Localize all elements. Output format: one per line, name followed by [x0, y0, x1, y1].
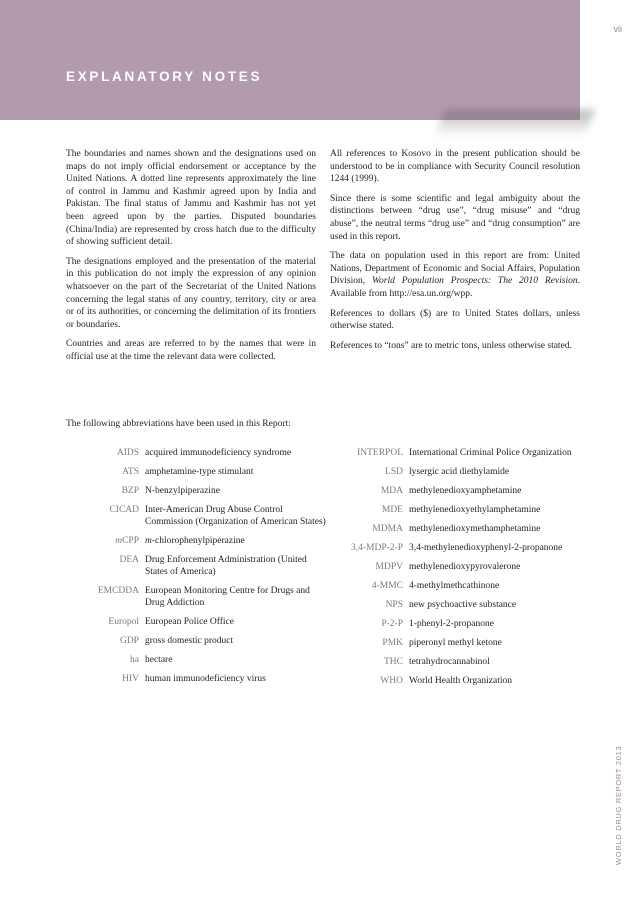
abbreviation-definition: human immunodeficiency virus — [145, 674, 266, 684]
abbreviation-definition: amphetamine-type stimulant — [145, 467, 254, 477]
population-url-text: . Available from http://esa.un.org/wpp. — [330, 276, 580, 299]
abbreviation-definition: methylenedioxyamphetamine — [409, 486, 522, 496]
abbreviation-definition: 3,4-methylenedioxyphenyl-2-propanone — [409, 543, 563, 553]
abbreviation-definition: methylenedioxypyrovalerone — [409, 562, 521, 572]
abbreviation-def-rest: -chlorophenylpiperazine — [151, 536, 245, 546]
abbreviation-term: DEA — [119, 555, 139, 565]
abbreviation-row — [66, 585, 326, 609]
abbreviation-term: EMCDDA — [97, 586, 139, 596]
abbreviation-term: NPS — [385, 600, 403, 610]
abbreviation-term: CICAD — [109, 505, 139, 515]
abbreviation-term: P-2-P — [381, 619, 403, 629]
abbreviation-definition: International Criminal Police Organization — [409, 448, 572, 458]
abbreviations-list-right — [330, 447, 594, 694]
abbreviation-definition: N-benzylpiperazine — [145, 486, 220, 496]
abbreviation-row — [330, 618, 594, 630]
abbreviation-definition: World Health Organization — [409, 676, 513, 686]
header-band — [0, 0, 580, 120]
abbreviation-definition: Inter-American Drug Abuse Control Commission (Organization of American States) — [145, 505, 326, 527]
paragraph-boundaries: The boundaries and names shown and the designations used on maps do not imply official endorsement or acceptance by the United Nations. A dotted line represents approximately the line of control in Jammu and Kashmir agreed upon by India and Pakistan. The final status of Jammu and Kashmir has not yet been agreed upon by the parties. Disputed boundaries (China/India) are represented by cross hatch due to the difficulty of showing sufficient detail. — [66, 149, 316, 248]
abbreviation-term: GDP — [119, 636, 139, 646]
abbreviation-row — [66, 447, 326, 459]
abbreviation-row — [330, 523, 594, 535]
population-source-title: World Population Prospects: The 2010 Revision — [371, 276, 578, 287]
right-text-column — [330, 148, 580, 359]
abbreviation-definition: new psychoactive substance — [409, 600, 517, 610]
abbreviation-term: THC — [384, 657, 403, 667]
abbreviation-definition: Drug Enforcement Administration (United States of America) — [145, 555, 307, 577]
abbreviation-term — [66, 535, 145, 547]
abbreviation-term: PMK — [382, 638, 403, 648]
abbreviations-list-left — [66, 447, 326, 692]
paragraph-designations: The designations employed and the presentation of the material in this publication do not imply the expression of any opinion whatsoever on the part of the Secretariat of the United Nations concerning the legal status of any country, territory, city or area or of its authorities, or concerning the delimitation of its frontiers or boundaries. — [66, 256, 316, 330]
paragraph-country-names: Countries and areas are referred to by the names that were in official use at the time the relevant data were collected. — [66, 339, 316, 362]
abbreviation-row — [66, 654, 326, 666]
left-text-column — [66, 148, 316, 371]
abbreviation-definition: European Police Office — [145, 617, 234, 627]
abbreviation-definition: tetrahydrocannabinol — [409, 657, 490, 667]
abbreviation-row — [330, 599, 594, 611]
abbreviation-definition: methylenedioxymethamphetamine — [409, 524, 541, 534]
abbreviation-term: ATS — [122, 467, 139, 477]
abbreviation-row — [66, 635, 326, 647]
abbreviations-intro: The following abbreviations have been used in this Report: — [66, 419, 291, 429]
abbreviation-row — [66, 535, 326, 547]
abbreviation-row — [330, 485, 594, 497]
abbreviation-term: MDE — [381, 505, 403, 515]
abbreviation-term: ha — [130, 655, 139, 665]
abbreviation-row — [330, 580, 594, 592]
abbreviation-term: BZP — [121, 486, 139, 496]
abbreviation-term: MDA — [380, 486, 403, 496]
abbreviation-row — [330, 675, 594, 687]
abbreviation-term: Europol — [108, 617, 139, 627]
abbreviation-row — [330, 504, 594, 516]
abbreviation-term-rest: CPP — [122, 536, 139, 546]
abbreviation-row — [330, 542, 594, 554]
paragraph-drug-use: Since there is some scientific and legal ambiguity about the distinctions between “drug use”, “drug misuse” and “drug abuse”, the neutral terms “drug use” and “drug consumption” are used in this report. — [330, 193, 580, 242]
paragraph-tons: References to “tons” are to metric tons, unless otherwise stated. — [330, 340, 572, 351]
abbreviation-row — [66, 673, 326, 685]
report-title-vertical: WORLD DRUG REPORT 2013 — [614, 745, 623, 865]
abbreviation-definition: 1-phenyl-2-propanone — [409, 619, 494, 629]
abbreviation-definition: gross domestic product — [145, 636, 234, 646]
abbreviation-row — [66, 554, 326, 578]
abbreviation-definition: acquired immunodeficiency syndrome — [145, 448, 292, 458]
abbreviation-term: 4-MMC — [371, 581, 403, 591]
abbreviation-row — [330, 561, 594, 573]
paragraph-dollars: References to dollars ($) are to United States dollars, unless otherwise stated. — [330, 308, 580, 332]
abbreviation-row — [66, 485, 326, 497]
abbreviation-term: MDPV — [375, 562, 403, 572]
abbreviation-term-italic: m — [115, 536, 123, 546]
abbreviation-definition: European Monitoring Centre for Drugs and Drug Addiction — [145, 586, 310, 608]
abbreviation-def-italic: m — [145, 536, 152, 546]
abbreviation-term: MDMA — [372, 524, 403, 534]
paragraph-kosovo: All references to Kosovo in the present publication should be understood to be in compliance with Security Council resolution 1244 (1999). — [330, 149, 580, 185]
page-number: vii — [613, 24, 622, 34]
abbreviation-definition: methylenedioxyethylamphetamine — [409, 505, 541, 515]
abbreviation-row — [330, 637, 594, 649]
population-text: The data on population used in this report are from: United Nations, Department of Economic and Social Affairs, Population Division, — [330, 251, 580, 287]
page-title: EXPLANATORY NOTES — [66, 69, 263, 84]
abbreviation-row — [330, 466, 594, 478]
abbreviation-definition: lysergic acid diethylamide — [409, 467, 510, 477]
abbreviation-row — [66, 616, 326, 628]
abbreviation-term: WHO — [380, 676, 403, 686]
abbreviation-term: INTERPOL — [357, 448, 403, 458]
abbreviation-definition: 4-methylmethcathinone — [409, 581, 500, 591]
paragraph-population — [330, 250, 580, 300]
abbreviation-row — [66, 466, 326, 478]
abbreviation-term: AIDS — [116, 448, 139, 458]
abbreviation-definition — [145, 535, 326, 547]
abbreviation-row — [66, 504, 326, 528]
abbreviation-definition: hectare — [145, 655, 173, 665]
abbreviation-row — [330, 656, 594, 668]
header-band-shadow — [435, 110, 594, 136]
abbreviation-definition: piperonyl methyl ketone — [409, 638, 502, 648]
abbreviation-term: LSD — [385, 467, 403, 477]
abbreviation-row — [330, 447, 594, 459]
abbreviation-term: 3,4-MDP-2-P — [351, 543, 403, 553]
abbreviation-term: HIV — [122, 674, 139, 684]
